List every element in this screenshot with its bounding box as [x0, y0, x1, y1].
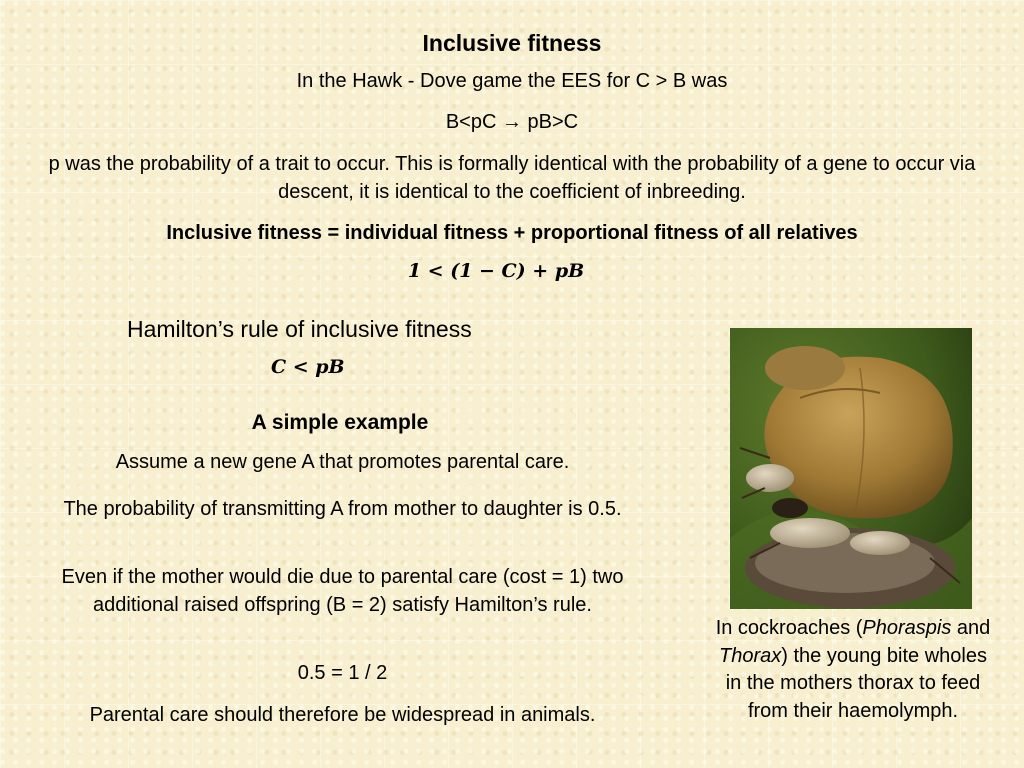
example-title: A simple example — [251, 411, 429, 434]
probability-paragraph: p was the probability of a trait to occur. This is formally identical with the probability of a gene to occur via descent, it is identical to the coefficient of inbreeding. — [48, 153, 976, 203]
inclusive-fitness-equation: 1 < (1 − C) + pB — [407, 260, 585, 282]
example-line: Assume a new gene A that promotes parental care. — [115, 451, 570, 473]
caption-text: ) the young bite wholes in the mothers thorax to feed from their haemolymph. — [725, 644, 987, 722]
caption-text: In cockroaches ( — [715, 617, 863, 639]
slide-title: Inclusive fitness — [422, 30, 602, 56]
hamilton-rule-equation: C < pB — [271, 356, 345, 378]
caption-text: and — [951, 617, 991, 639]
example-conclusion: Parental care should therefore be widespread in animals. — [89, 704, 596, 726]
example-line: Even if the mother would die due to parental care (cost = 1) two additional raised offspring (B = 2) satisfy Hamilton’s rule. — [61, 566, 624, 616]
cockroach-photo — [730, 328, 972, 609]
ees-condition: B<pC → pB>C — [445, 111, 579, 133]
hamilton-rule-heading: Hamilton’s rule of inclusive fitness — [127, 316, 472, 342]
photo-caption — [712, 615, 994, 725]
example-ratio: 0.5 = 1 / 2 — [297, 662, 388, 684]
inclusive-fitness-definition: Inclusive fitness = individual fitness + proportional fitness of all relatives — [166, 222, 858, 244]
intro-line: In the Hawk - Dove game the EES for C > B was — [296, 70, 728, 92]
caption-genus: Phoraspis — [862, 617, 952, 639]
example-line: The probability of transmitting A from mother to daughter is 0.5. — [63, 498, 622, 520]
caption-genus: Thorax — [719, 644, 782, 667]
